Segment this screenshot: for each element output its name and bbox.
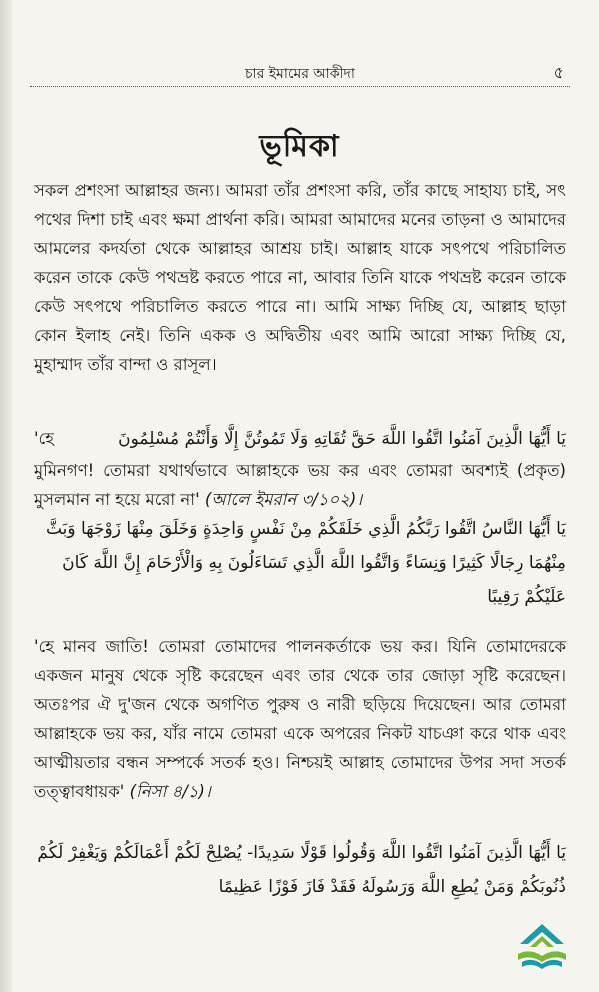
verse1-translation	[34, 456, 566, 514]
verse2-arabic: يَا أَيُّهَا النَّاسُ اتَّقُوا رَبَّكُمُ الَّذِي خَلَقَكُمْ مِنْ نَفْسٍ وَاحِدَةٍ وَخَلَقَ مِنْهَا زَوْجَهَا وَبَثَّ مِنْهُمَا رِجَالًا كَثِيرًا وَنِسَاءً وَاتَّقُوا اللَّهَ الَّذِي تَسَاءَلُونَ بِهِ وَالْأَرْحَامَ إِنَّ اللَّهَ كَانَ عَلَيْكُمْ رَقِيبًا	[45, 519, 566, 607]
publisher-logo-icon	[512, 920, 572, 978]
verse2-translation	[34, 632, 566, 806]
intro-paragraph: সকল প্রশংসা আল্লাহর জন্য। আমরা তাঁর প্রশংসা করি, তাঁর কাছে সাহায্য চাই, সৎ পথের দিশা চাই এবং ক্ষমা প্রার্থনা করি। আমরা আমাদের মনের তাড়না ও আমাদের আমলের কদর্যতা থেকে আল্লাহর আশ্রয় চাই। আল্লাহ যাকে সৎপথে পরিচালিত করেন তাকে কেউ পথভ্রষ্ট করতে পারে না, আবার তিনি যাকে পথভ্রষ্ট করেন তাকে কেউ সৎপথে পরিচালিত করতে পারে না। আমি সাক্ষ্য দিচ্ছি যে, আল্লাহ ছাড়া কোন ইলাহ নেই। তিনি একক ও অদ্বিতীয় এবং আমি আরো সাক্ষ্য দিচ্ছি যে, মুহাম্মাদ তাঁর বান্দা ও রাসূল।	[34, 181, 566, 374]
header-rule	[30, 86, 570, 87]
page-number: ৫	[553, 63, 564, 82]
verse2-translation-text: 'হে মানব জাতি! তোমরা তোমাদের পালনকর্তাকে ভয় কর। যিনি তোমাদেরকে একজন মানুষ থেকে সৃষ্টি করেছেন এবং তার থেকে তার জোড়া সৃষ্টি করেছেন। অতঃপর ঐ দু'জন থেকে অগণিত পুরুষ ও নারী ছড়িয়ে দিয়েছেন। আর তোমরা আল্লাহকে ভয় কর, যাঁর নামে তোমরা একে অপরের নিকট যাচঞা করে থাক এবং আত্মীয়তার বন্ধন সম্পর্কে সতর্ক হও। নিশ্চয়ই আল্লাহ তোমাদের উপর সদা সতর্ক তত্ত্বাবধায়ক'	[34, 637, 566, 801]
verse2-citation: (নিসা ৪/১)।	[129, 782, 211, 801]
page-heading: ভূমিকা	[259, 129, 340, 164]
verse1-open-quote: 'হে	[34, 429, 54, 448]
verse1-translation-text: মুমিনগণ! তোমরা যথার্থভাবে আল্লাহকে ভয় কর এবং তোমরা অবশ্যই (প্রকৃত) মুসলমান না হয়ে মরো না'	[34, 461, 566, 509]
verse1-arabic: يَا أَيُّهَا الَّذِينَ آمَنُوا اتَّقُوا اللَّهَ حَقَّ تُقَاتِهِ وَلَا تَمُوتُنَّ إِلَّا وَأَنْتُمْ مُسْلِمُونَ	[118, 429, 566, 449]
running-header	[30, 58, 570, 84]
running-title: চার ইমামের আকীদা	[245, 66, 355, 82]
verse3-arabic: يَا أَيُّهَا الَّذِينَ آمَنُوا اتَّقُوا اللَّهَ وَقُولُوا قَوْلًا سَدِيدًا- يُصْلِحْ لَكُمْ أَعْمَالَكُمْ وَيَغْفِرْ لَكُمْ ذُنُوبَكُمْ وَمَنْ يُطِعِ اللَّهَ وَرَسُولَهُ فَقَدْ فَازَ فَوْزًا عَظِيمًا	[37, 843, 566, 897]
verse1-citation: (আলে ইমরান ৩/১০২)।	[204, 490, 363, 509]
